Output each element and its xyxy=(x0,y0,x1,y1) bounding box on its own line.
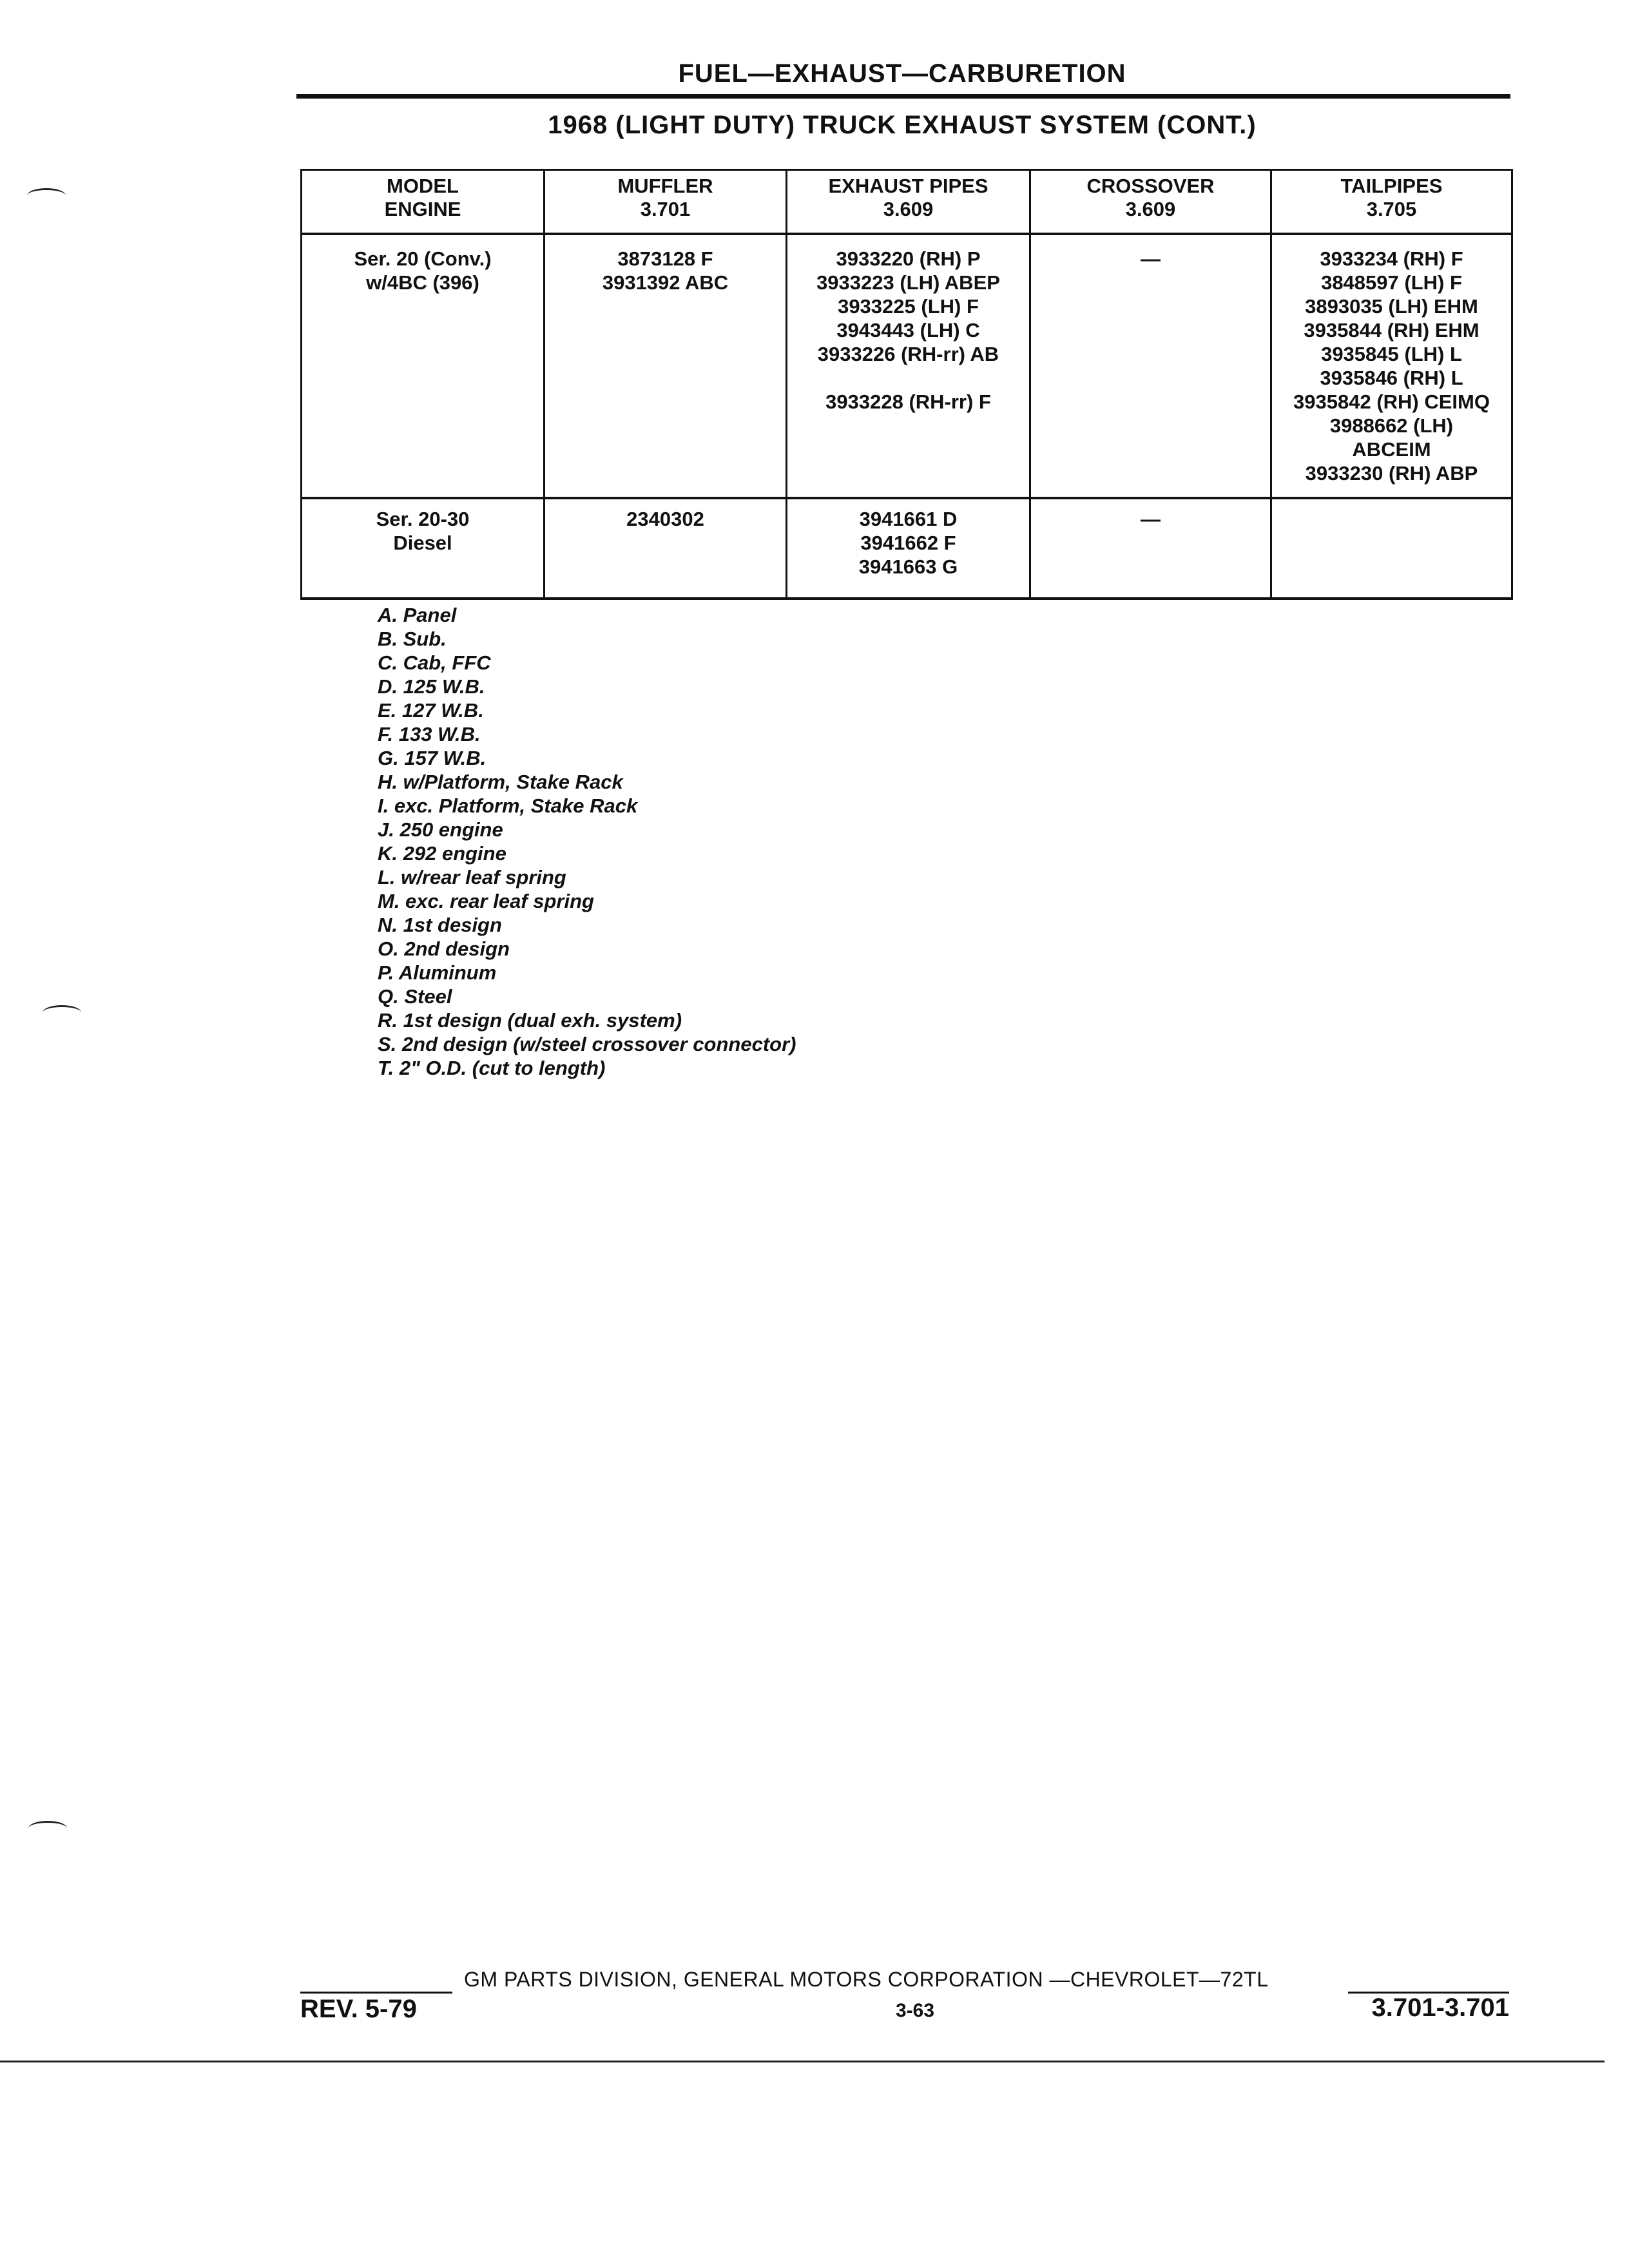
exhaust-parts-table xyxy=(300,169,1513,600)
footnote: C. Cab, FFC xyxy=(378,651,491,674)
footnote: F. 133 W.B. xyxy=(378,723,481,745)
column-header-muffler: MUFFLER 3.701 xyxy=(617,175,713,220)
table-cell-muffler: 2340302 xyxy=(626,508,704,530)
footnote: I. exc. Platform, Stake Rack xyxy=(378,794,638,817)
footnote: J. 250 engine xyxy=(378,818,503,841)
table-cell-exhaust-pipes: 3933220 (RH) P 3933223 (LH) ABEP 3933225 (LH) F 3943443 (LH) C 3933226 (RH-rr) AB 3933228 (RH-rr) F xyxy=(816,247,1000,413)
table-cell-exhaust-pipes: 3941661 D 3941662 F 3941663 G xyxy=(858,508,958,578)
footnote: Q. Steel xyxy=(378,985,452,1008)
header-rule xyxy=(296,94,1510,99)
table-cell-crossover: — xyxy=(1141,247,1161,270)
footnote: O. 2nd design xyxy=(378,937,510,960)
page-title: 1968 (LIGHT DUTY) TRUCK EXHAUST SYSTEM (CONT.) xyxy=(548,111,1257,139)
table-bottom-rule xyxy=(302,597,1511,600)
punch-mark xyxy=(43,1005,81,1020)
footnote: H. w/Platform, Stake Rack xyxy=(378,771,623,793)
punch-mark xyxy=(27,188,66,203)
footnote: B. Sub. xyxy=(378,628,447,650)
page-number: 3-63 xyxy=(895,2000,935,2021)
table-cell-tailpipes: 3933234 (RH) F 3848597 (LH) F 3893035 (LH) EHM 3935844 (RH) EHM 3935845 (LH) L 3935846 (RH) L 3935842 (RH) CEIMQ 3988662 (LH) ABCEIM 3933230 (RH) ABP xyxy=(1293,247,1490,485)
table-cell-model: Ser. 20-30 Diesel xyxy=(376,508,470,554)
header-row-divider xyxy=(302,233,1511,235)
table-cell-muffler: 3873128 F 3931392 ABC xyxy=(602,247,729,294)
footnote: A. Panel xyxy=(378,604,457,626)
footer-corporation: GM PARTS DIVISION, GENERAL MOTORS CORPORATION —CHEVROLET—72TL xyxy=(464,1968,1269,1991)
column-header-crossover: CROSSOVER 3.609 xyxy=(1086,175,1215,220)
footnote: K. 292 engine xyxy=(378,842,506,865)
footnote: D. 125 W.B. xyxy=(378,675,485,698)
footnote: P. Aluminum xyxy=(378,961,497,984)
table-cell-crossover: — xyxy=(1141,508,1161,530)
column-header-tailpipes: TAILPIPES 3.705 xyxy=(1340,175,1443,220)
footer-section-code: 3.701-3.701 xyxy=(1371,1994,1509,2022)
footer-rule-left xyxy=(300,1992,452,1994)
row-divider xyxy=(302,497,1511,499)
footnote: M. exc. rear leaf spring xyxy=(378,890,594,912)
footnote: E. 127 W.B. xyxy=(378,699,484,722)
footnote-legend xyxy=(378,603,796,1080)
punch-mark xyxy=(28,1821,67,1836)
footnote: G. 157 W.B. xyxy=(378,747,487,769)
column-header-exhaust-pipes: EXHAUST PIPES 3.609 xyxy=(828,175,988,220)
footnote: N. 1st design xyxy=(378,914,502,936)
footnote: T. 2" O.D. (cut to length) xyxy=(378,1057,606,1079)
page-bottom-rule xyxy=(0,2061,1605,2062)
section-title: FUEL—EXHAUST—CARBURETION xyxy=(678,59,1126,88)
column-header-model: MODEL ENGINE xyxy=(384,175,461,220)
footnote: R. 1st design (dual exh. system) xyxy=(378,1009,682,1032)
footnote: L. w/rear leaf spring xyxy=(378,866,566,889)
footer-revision: REV. 5-79 xyxy=(300,1995,417,2023)
table-cell-model: Ser. 20 (Conv.) w/4BC (396) xyxy=(354,247,492,294)
footnote: S. 2nd design (w/steel crossover connector) xyxy=(378,1033,796,1055)
